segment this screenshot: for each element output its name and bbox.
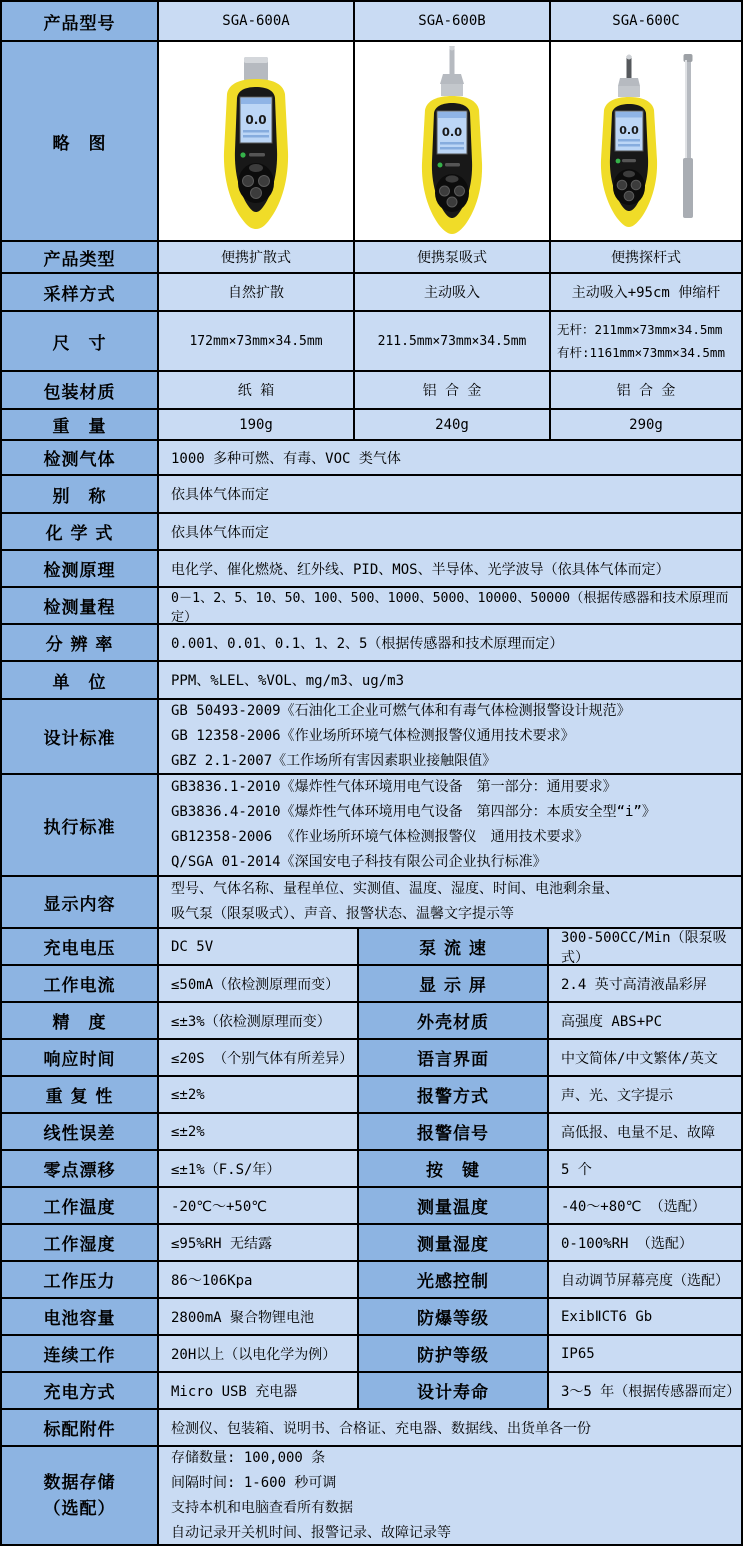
model-b: SGA-600B	[353, 2, 549, 40]
packaging-c: 铝 合 金	[549, 372, 741, 408]
row-alias	[2, 474, 741, 512]
exec-standards-value	[157, 775, 741, 875]
spec-value-response-time: ≤20S （个别气体有所差异）	[157, 1040, 357, 1075]
spec-value-zero-drift: ≤±1%（F.S/年）	[157, 1151, 357, 1186]
spec-value-accuracy: ≤±3%（依检测原理而变）	[157, 1003, 357, 1038]
spec-label-working-temp: 工作温度	[2, 1188, 157, 1223]
spec-value-light-control: 自动调节屏幕亮度（选配）	[547, 1262, 741, 1297]
packaging-b: 铝 合 金	[353, 372, 549, 408]
gases-value: 1000 多种可燃、有毒、VOC 类气体	[157, 441, 741, 474]
spec-value-repeatability: ≤±2%	[157, 1077, 357, 1112]
device-a-image	[201, 49, 311, 233]
spec-label-alarm-signal: 报警信号	[357, 1114, 547, 1149]
spec-label-zero-drift: 零点漂移	[2, 1151, 157, 1186]
spec-label-charge-mode: 充电方式	[2, 1373, 157, 1408]
spec-value-display-screen: 2.4 英寸高清液晶彩屏	[547, 966, 741, 1001]
spec-value-pump-flow: 300-500CC/Min（限泵吸式）	[547, 929, 741, 964]
spec-label-language: 语言界面	[357, 1040, 547, 1075]
data-storage-line: 存储数量: 100,000 条	[171, 1449, 326, 1466]
data-storage-line: 间隔时间: 1-600 秒可调	[171, 1474, 337, 1491]
spec-value-continuous-work: 20H以上（以电化学为例）	[157, 1336, 357, 1371]
row-label-accessories: 标配附件	[2, 1410, 157, 1445]
data-storage-line: 支持本机和电脑查看所有数据	[171, 1499, 353, 1516]
spec-label-shell-material: 外壳材质	[357, 1003, 547, 1038]
row-data-storage	[2, 1445, 741, 1544]
row-label-model: 产品型号	[2, 2, 157, 40]
sampling-c: 主动吸入+95cm 伸缩杆	[549, 274, 741, 310]
row-range	[2, 586, 741, 623]
row-label-principle: 检测原理	[2, 551, 157, 586]
row-label-resolution: 分 辨 率	[2, 625, 157, 660]
product-type-b: 便携泵吸式	[353, 242, 549, 272]
spec-row-working-current	[2, 964, 741, 1001]
dimensions-c	[549, 312, 741, 370]
spec-label-protection-grade: 防护等级	[357, 1336, 547, 1371]
spec-value-battery: 2800mA 聚合物锂电池	[157, 1299, 357, 1334]
row-label-product-type: 产品类型	[2, 242, 157, 272]
row-sampling	[2, 272, 741, 310]
spec-value-measure-humidity: 0-100%RH （选配）	[547, 1225, 741, 1260]
spec-value-measure-temp: -40～+80℃ （选配）	[547, 1188, 741, 1223]
svg-text:0.0: 0.0	[619, 124, 639, 137]
spec-row-charge-mode	[2, 1371, 741, 1408]
spec-label-battery: 电池容量	[2, 1299, 157, 1334]
sampling-b: 主动吸入	[353, 274, 549, 310]
product-type-a: 便携扩散式	[157, 242, 353, 272]
display-content-line: 吸气泵（限泵吸式）、声音、报警状态、温馨文字提示等	[171, 906, 514, 922]
sampling-a: 自然扩散	[157, 274, 353, 310]
design-standard-line: GB 12358-2006《作业场所环境气体检测报警仪通用技术要求》	[171, 728, 575, 744]
formula-value: 依具体气体而定	[157, 514, 741, 549]
spec-row-working-temp	[2, 1186, 741, 1223]
spec-row-linearity-error	[2, 1112, 741, 1149]
spec-row-response-time	[2, 1038, 741, 1075]
resolution-value: 0.001、0.01、0.1、1、2、5（根据传感器和技术原理而定）	[157, 625, 741, 660]
dimensions-c-with-rod: 有杆:1161mm×73mm×34.5mm	[557, 345, 725, 360]
row-unit	[2, 660, 741, 698]
unit-value: PPM、%LEL、%VOL、mg/m3、ug/m3	[157, 662, 741, 698]
spec-row-working-pressure	[2, 1260, 741, 1297]
model-a: SGA-600A	[157, 2, 353, 40]
spec-label-pump-flow: 泵 流 速	[357, 929, 547, 964]
svg-text:0.0: 0.0	[245, 113, 267, 127]
data-storage-value	[157, 1447, 741, 1544]
spec-value-shell-material: 高强度 ABS+PC	[547, 1003, 741, 1038]
spec-label-light-control: 光感控制	[357, 1262, 547, 1297]
row-design-standards	[2, 698, 741, 773]
device-b-image	[397, 46, 507, 236]
spec-label-continuous-work: 连续工作	[2, 1336, 157, 1371]
row-product-type	[2, 240, 741, 272]
row-label-design-standards: 设计标准	[2, 700, 157, 773]
spec-value-alarm-mode: 声、光、文字提示	[547, 1077, 741, 1112]
weight-c: 290g	[549, 410, 741, 439]
alias-value: 依具体气体而定	[157, 476, 741, 512]
dimensions-a: 172mm×73mm×34.5mm	[157, 312, 353, 370]
row-sketch	[2, 40, 741, 240]
row-label-sampling: 采样方式	[2, 274, 157, 310]
spec-label-buttons: 按 键	[357, 1151, 547, 1186]
spec-row-charge-voltage	[2, 927, 741, 964]
row-formula	[2, 512, 741, 549]
data-storage-line: 自动记录开关机时间、报警记录、故障记录等	[171, 1524, 451, 1541]
spec-label-explosion-proof: 防爆等级	[357, 1299, 547, 1334]
spec-value-design-life: 3～5 年（根据传感器而定）	[547, 1373, 741, 1408]
spec-label-response-time: 响应时间	[2, 1040, 157, 1075]
spec-value-explosion-proof: ExibⅡCT6 Gb	[547, 1299, 741, 1334]
spec-label-charge-voltage: 充电电压	[2, 929, 157, 964]
row-label-packaging: 包装材质	[2, 372, 157, 408]
exec-standard-line: Q/SGA 01-2014《深国安电子科技有限公司企业执行标准》	[171, 854, 547, 870]
row-weight	[2, 408, 741, 439]
spec-row-zero-drift	[2, 1149, 741, 1186]
spec-value-linearity-error: ≤±2%	[157, 1114, 357, 1149]
spec-value-working-humidity: ≤95%RH 无结露	[157, 1225, 357, 1260]
device-a-image-cell	[157, 42, 353, 240]
spec-row-working-humidity	[2, 1223, 741, 1260]
row-principle	[2, 549, 741, 586]
row-label-range: 检测量程	[2, 588, 157, 623]
spec-label-working-humidity: 工作湿度	[2, 1225, 157, 1260]
display-content-line: 型号、气体名称、量程单位、实测值、温度、湿度、时间、电池剩余量、	[171, 881, 619, 897]
row-label-dimensions: 尺 寸	[2, 312, 157, 370]
data-storage-label-line2: （选配）	[43, 1498, 116, 1519]
row-gases	[2, 439, 741, 474]
row-label-gases: 检测气体	[2, 441, 157, 474]
row-exec-standards	[2, 773, 741, 875]
row-model	[2, 2, 741, 40]
row-label-formula: 化 学 式	[2, 514, 157, 549]
weight-b: 240g	[353, 410, 549, 439]
row-label-display-content: 显示内容	[2, 877, 157, 927]
exec-standard-line: GB12358-2006 《作业场所环境气体检测报警仪 通用技术要求》	[171, 829, 589, 845]
spec-value-working-temp: -20℃～+50℃	[157, 1188, 357, 1223]
spec-row-accuracy	[2, 1001, 741, 1038]
spec-value-alarm-signal: 高低报、电量不足、故障	[547, 1114, 741, 1149]
row-label-unit: 单 位	[2, 662, 157, 698]
exec-standard-line: GB3836.4-2010《爆炸性气体环境用电气设备 第四部分：本质安全型“i”》	[171, 804, 656, 820]
spec-label-display-screen: 显 示 屏	[357, 966, 547, 1001]
design-standards-value	[157, 700, 741, 773]
spec-value-language: 中文简体/中文繁体/英文	[547, 1040, 741, 1075]
weight-a: 190g	[157, 410, 353, 439]
display-content-value	[157, 877, 741, 927]
row-display-content	[2, 875, 741, 927]
spec-label-measure-temp: 测量温度	[357, 1188, 547, 1223]
spec-value-working-current: ≤50mA（依检测原理而变）	[157, 966, 357, 1001]
row-packaging	[2, 370, 741, 408]
spec-label-alarm-mode: 报警方式	[357, 1077, 547, 1112]
spec-value-working-pressure: 86～106Kpa	[157, 1262, 357, 1297]
device-c-image	[579, 46, 713, 236]
packaging-a: 纸 箱	[157, 372, 353, 408]
svg-text:0.0: 0.0	[441, 125, 463, 139]
data-storage-label-line1: 数据存储	[43, 1472, 116, 1493]
row-label-data-storage	[2, 1447, 157, 1544]
range-value: 0－1、2、5、10、50、100、500、1000、5000、10000、50000（根据传感器和技术原理而定）	[157, 588, 741, 623]
spec-label-design-life: 设计寿命	[357, 1373, 547, 1408]
spec-label-working-pressure: 工作压力	[2, 1262, 157, 1297]
spec-value-buttons: 5 个	[547, 1151, 741, 1186]
accessories-value: 检测仪、包装箱、说明书、合格证、充电器、数据线、出货单各一份	[157, 1410, 741, 1445]
model-c: SGA-600C	[549, 2, 741, 40]
row-resolution	[2, 623, 741, 660]
spec-label-working-current: 工作电流	[2, 966, 157, 1001]
device-b-image-cell	[353, 42, 549, 240]
spec-value-charge-voltage: DC 5V	[157, 929, 357, 964]
row-label-weight: 重 量	[2, 410, 157, 439]
spec-value-protection-grade: IP65	[547, 1336, 741, 1371]
spec-label-accuracy: 精 度	[2, 1003, 157, 1038]
row-label-sketch: 略 图	[2, 42, 157, 240]
row-accessories	[2, 1408, 741, 1445]
row-dimensions	[2, 310, 741, 370]
row-label-alias: 别 称	[2, 476, 157, 512]
device-c-image-cell	[549, 42, 741, 240]
principle-value: 电化学、催化燃烧、红外线、PID、MOS、半导体、光学波导（依具体气体而定）	[157, 551, 741, 586]
spec-value-charge-mode: Micro USB 充电器	[157, 1373, 357, 1408]
dimensions-b: 211.5mm×73mm×34.5mm	[353, 312, 549, 370]
spec-row-continuous-work	[2, 1334, 741, 1371]
spec-row-battery	[2, 1297, 741, 1334]
design-standard-line: GBZ 2.1-2007《工作场所有害因素职业接触限值》	[171, 753, 497, 769]
spec-label-linearity-error: 线性误差	[2, 1114, 157, 1149]
exec-standard-line: GB3836.1-2010《爆炸性气体环境用电气设备 第一部分：通用要求》	[171, 779, 617, 795]
design-standard-line: GB 50493-2009《石油化工企业可燃气体和有毒气体检测报警设计规范》	[171, 703, 631, 719]
spec-label-repeatability: 重 复 性	[2, 1077, 157, 1112]
product-type-c: 便携探杆式	[549, 242, 741, 272]
spec-label-measure-humidity: 测量湿度	[357, 1225, 547, 1260]
dimensions-c-no-rod: 无杆：211mm×73mm×34.5mm	[557, 322, 723, 337]
spec-row-repeatability	[2, 1075, 741, 1112]
row-label-exec-standards: 执行标准	[2, 775, 157, 875]
